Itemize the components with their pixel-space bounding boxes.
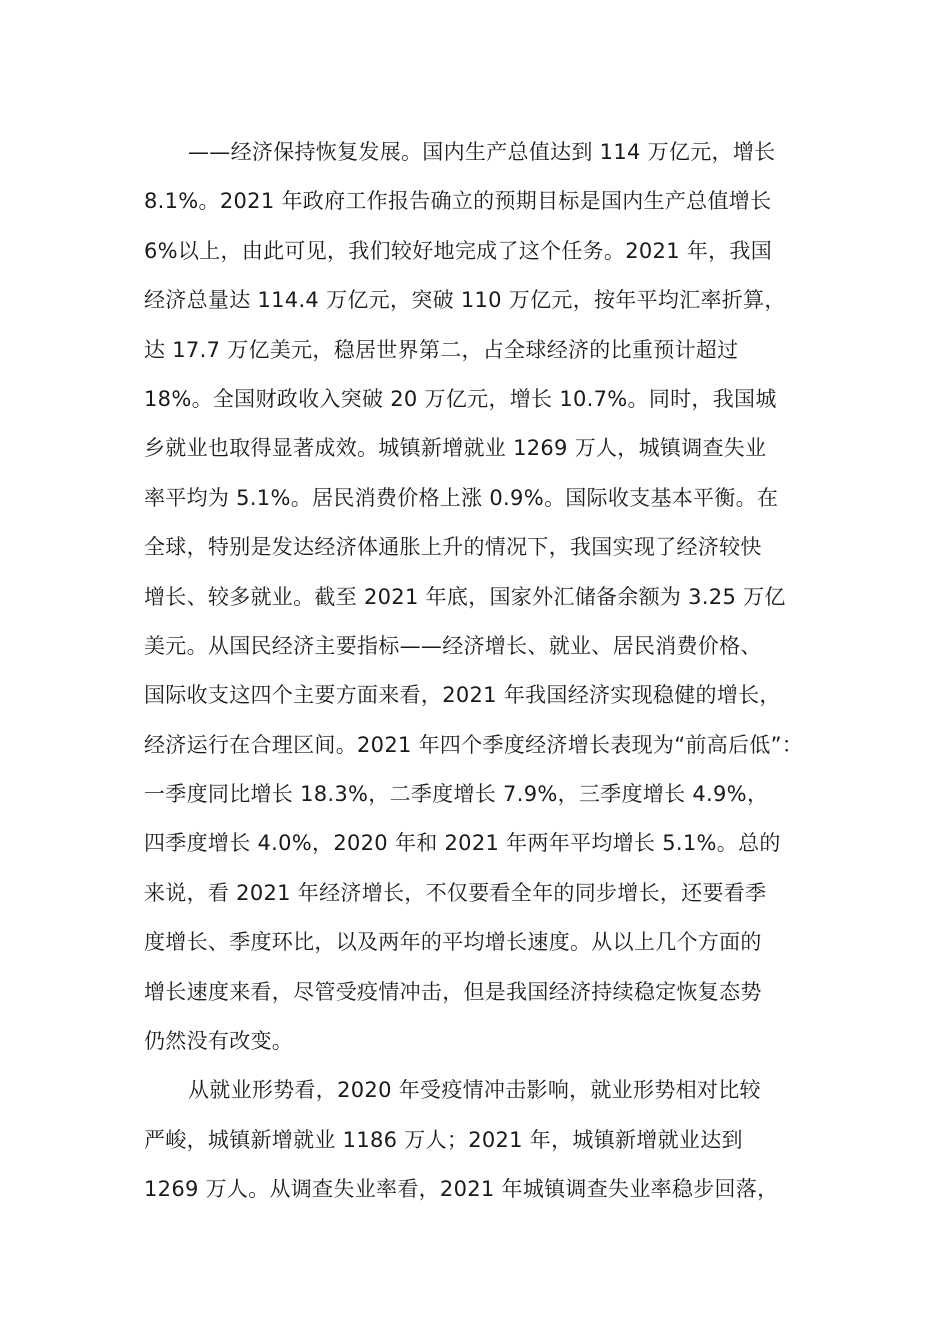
text-line: 一季度同比增长 18.3%，二季度增长 7.9%，三季度增长 4.9%，	[144, 782, 769, 807]
text-line: 经济运行在合理区间。2021 年四个季度经济增长表现为“前高后低”：	[144, 732, 804, 757]
text-line: 严峻，城镇新增就业 1186 万人；2021 年，城镇新增就业达到	[144, 1127, 743, 1152]
text-line: 乡就业也取得显著成效。城镇新增就业 1269 万人，城镇调查失业	[144, 436, 767, 461]
text-line: 1269 万人。从调查失业率看，2021 年城镇调查失业率稳步回落，	[144, 1177, 779, 1202]
text-line: 18%。全国财政收入突破 20 万亿元，增长 10.7%。同时，我国城	[144, 386, 777, 411]
text-line: 国际收支这四个主要方面来看，2021 年我国经济实现稳健的增长，	[144, 683, 781, 708]
text-line: 从就业形势看，2020 年受疫情冲击影响，就业形势相对比较	[188, 1078, 761, 1103]
text-line: 增长速度来看，尽管受疫情冲击，但是我国经济持续稳定恢复态势	[144, 979, 762, 1004]
text-line: 度增长、季度环比，以及两年的平均增长速度。从以上几个方面的	[144, 930, 762, 955]
text-line: 达 17.7 万亿美元，稳居世界第二，占全球经济的比重预计超过	[144, 337, 739, 362]
text-line: ——经济保持恢复发展。国内生产总值达到 114 万亿元，增长	[188, 140, 776, 164]
text-line: 全球，特别是发达经济体通胀上升的情况下，我国实现了经济较快	[144, 535, 762, 560]
text-line: 经济总量达 114.4 万亿元，突破 110 万亿元，按年平均汇率折算，	[144, 288, 786, 313]
text-line: 来说，看 2021 年经济增长，不仅要看全年的同步增长，还要看季	[144, 880, 767, 905]
body-text	[144, 128, 824, 1215]
text-line: 率平均为 5.1%。居民消费价格上涨 0.9%。国际收支基本平衡。在	[144, 485, 779, 510]
text-line: 增长、较多就业。截至 2021 年底，国家外汇储备余额为 3.25 万亿	[144, 584, 786, 609]
text-line: 美元。从国民经济主要指标——经济增长、就业、居民消费价格、	[144, 633, 762, 658]
text-line: 6%以上，由此可见，我们较好地完成了这个任务。2021 年，我国	[144, 238, 773, 263]
text-line: 四季度增长 4.0%，2020 年和 2021 年两年平均增长 5.1%。总的	[144, 831, 781, 856]
text-line: 仍然没有改变。	[144, 1029, 294, 1054]
text-line: 8.1%。2021 年政府工作报告确立的预期目标是国内生产总值增长	[144, 189, 772, 214]
